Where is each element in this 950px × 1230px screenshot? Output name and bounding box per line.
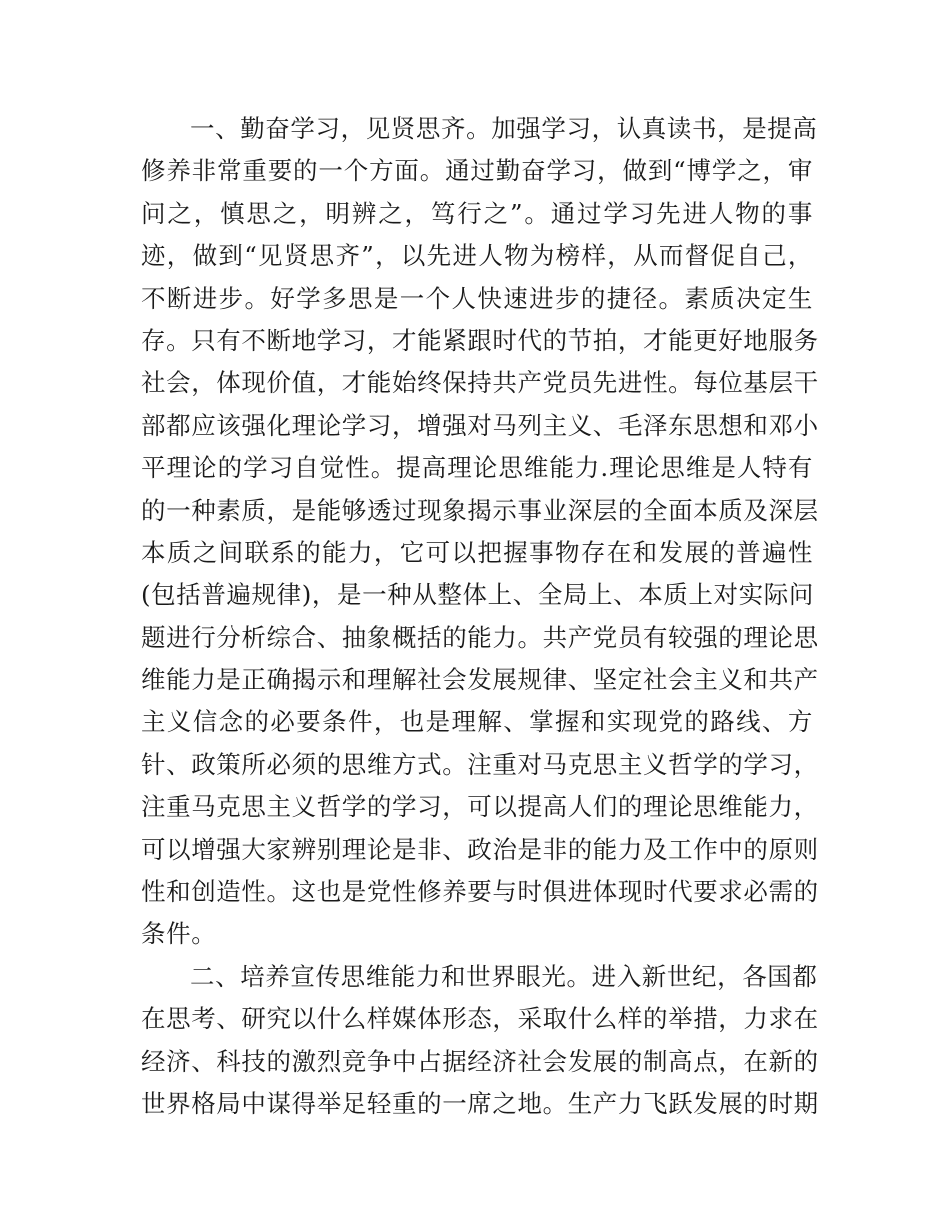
paragraph-line: 条件。 [141, 919, 217, 949]
paragraph-line: 在思考、研究以什么样媒体形态，采取什么样的举措，力求在 [141, 1004, 819, 1034]
paragraph-line: 的一种素质，是能够透过现象揭示事业深层的全面本质及深层 [141, 495, 819, 525]
paragraph-line: 社会，体现价值，才能始终保持共产党员先进性。每位基层干 [141, 368, 819, 398]
paragraph-line: (包括普遍规律)，是一种从整体上、全局上、本质上对实际问 [141, 580, 814, 610]
paragraph-line: 世界格局中谋得举足轻重的一席之地。生产力飞跃发展的时期 [141, 1088, 819, 1118]
paragraph-line: 主义信念的必要条件，也是理解、掌握和实现党的路线、方 [141, 707, 813, 737]
paragraph-line: 性和创造性。这也是党性修养要与时俱进体现时代要求必需的 [141, 877, 819, 907]
paragraph-line: 可以增强大家辨别理论是非、政治是非的能力及工作中的原则 [141, 834, 819, 864]
paragraph-line: 部都应该强化理论学习，增强对马列主义、毛泽东思想和邓小 [141, 410, 819, 440]
paragraph-line: 题进行分析综合、抽象概括的能力。共产党员有较强的理论思 [141, 622, 819, 652]
paragraph-line: 平理论的学习自觉性。提高理论思维能力.理论思维是人特有 [141, 453, 813, 483]
paragraph-line: 二、培养宣传思维能力和世界眼光。进入新世纪，各国都 [190, 961, 818, 991]
paragraph-line: 存。只有不断地学习，才能紧跟时代的节拍，才能更好地服务 [141, 325, 819, 355]
document-body [141, 108, 819, 1125]
paragraph-1 [141, 108, 819, 956]
paragraph-line: 维能力是正确揭示和理解社会发展规律、坚定社会主义和共产 [141, 665, 819, 695]
paragraph-line: 注重马克思主义哲学的学习，可以提高人们的理论思维能力， [141, 792, 819, 822]
paragraph-line: 经济、科技的激烈竞争中占据经济社会发展的制高点，在新的 [141, 1046, 819, 1076]
paragraph-2 [141, 956, 819, 1126]
paragraph-line: 针、政策所必须的思维方式。注重对马克思主义哲学的学习， [141, 749, 819, 779]
paragraph-line: 本质之间联系的能力，它可以把握事物存在和发展的普遍性 [141, 537, 813, 567]
paragraph-line: 不断进步。好学多思是一个人快速进步的捷径。素质决定生 [141, 283, 813, 313]
paragraph-line: 一、勤奋学习，见贤思齐。加强学习，认真读书，是提高 [190, 114, 818, 143]
paragraph-line: 问之，慎思之，明辨之，笃行之”。通过学习先进人物的事 [141, 198, 813, 228]
paragraph-line: 修养非常重要的一个方面。通过勤奋学习，做到“博学之，审 [141, 156, 813, 186]
paragraph-line: 迹，做到“见贤思齐”，以先进人物为榜样，从而督促自己， [141, 241, 813, 271]
